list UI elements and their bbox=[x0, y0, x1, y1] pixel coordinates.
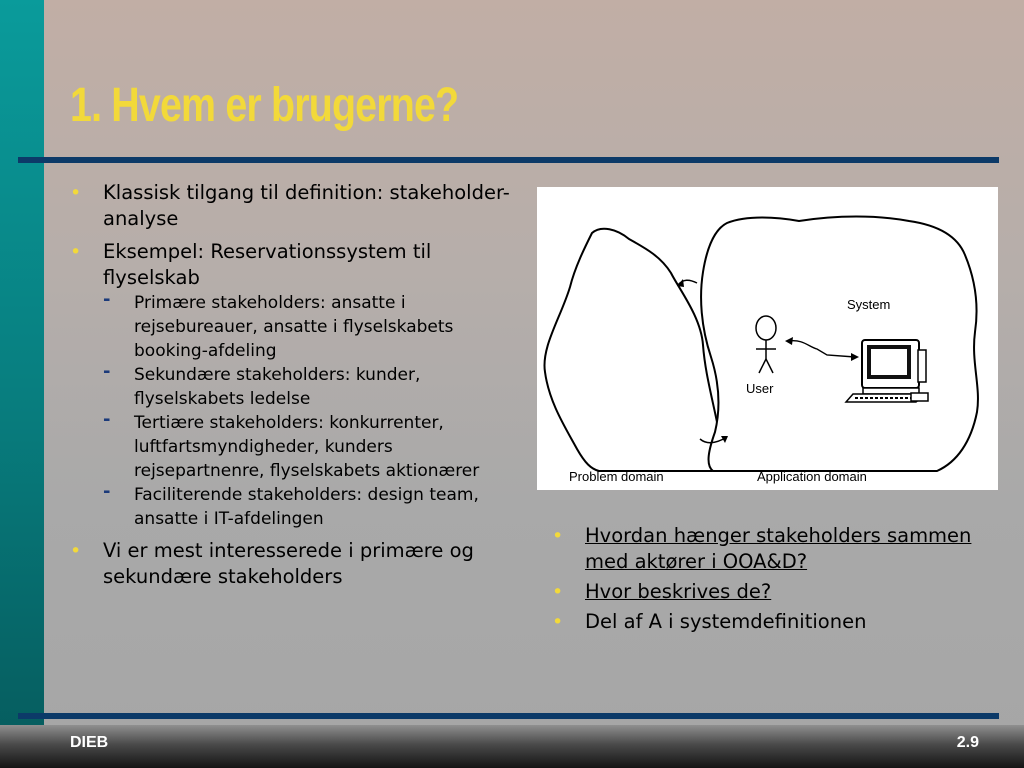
bullet-text: Del af A i systemdefinitionen bbox=[585, 610, 867, 633]
sub-bullet-list bbox=[103, 291, 520, 531]
sub-bullet-item bbox=[103, 291, 520, 363]
sub-bullet-item bbox=[103, 363, 520, 411]
dash-icon: - bbox=[103, 481, 111, 502]
dash-icon: - bbox=[103, 361, 111, 382]
sub-bullet-text: Primære stakeholders: ansatte i rejsebureauer, ansatte i flyselskabets booking-afdeling bbox=[134, 293, 454, 361]
sub-bullet-item bbox=[103, 483, 520, 531]
bullet-dot-icon: • bbox=[552, 525, 564, 547]
bullet-text: Vi er mest interesserede i primære og sekundære stakeholders bbox=[103, 539, 474, 588]
slide-title: 1. Hvem er brugerne? bbox=[70, 79, 459, 132]
bullet-item bbox=[552, 579, 992, 605]
footer-bar bbox=[0, 725, 1024, 768]
bullet-dot-icon: • bbox=[70, 241, 82, 263]
stakeholders-actors-link[interactable]: Hvordan hænger stakeholders sammen med aktører i OOA&D? bbox=[585, 524, 972, 573]
sub-bullet-text: Tertiære stakeholders: konkurrenter, luftfartsmyndigheder, kunders rejsepartnenre, flyselskabets aktionærer bbox=[134, 413, 480, 481]
upper-arrowhead bbox=[677, 279, 684, 287]
problem-domain-blob bbox=[544, 229, 720, 471]
bullet-text: Eksempel: Reservationssystem til flyselskab bbox=[103, 240, 432, 289]
bullet-item bbox=[552, 609, 992, 635]
application-domain-blob bbox=[701, 217, 978, 472]
sub-bullet-text: Sekundære stakeholders: kunder, flyselskabets ledelse bbox=[134, 365, 421, 409]
bullet-item bbox=[552, 523, 992, 575]
bullet-text: Klassisk tilgang til definition: stakeholder-analyse bbox=[103, 181, 510, 230]
top-divider bbox=[18, 157, 999, 163]
bullet-dot-icon: • bbox=[70, 182, 82, 204]
problem-domain-label: Problem domain bbox=[569, 469, 664, 484]
left-content bbox=[70, 180, 520, 597]
left-bullet-list bbox=[70, 180, 520, 590]
sub-bullet-text: Faciliterende stakeholders: design team, ansatte i IT-afdelingen bbox=[134, 485, 479, 529]
where-described-link[interactable]: Hvor beskrives de? bbox=[585, 580, 772, 603]
bullet-dot-icon: • bbox=[552, 581, 564, 603]
right-bullet-list bbox=[552, 523, 992, 635]
system-label: System bbox=[847, 297, 891, 312]
sub-bullet-item bbox=[103, 411, 520, 483]
bullet-dot-icon: • bbox=[70, 540, 82, 562]
bullet-item bbox=[70, 239, 520, 531]
user-label: User bbox=[746, 381, 774, 396]
bullet-dot-icon: • bbox=[552, 611, 564, 633]
dash-icon: - bbox=[103, 289, 111, 310]
domain-diagram bbox=[537, 187, 998, 490]
teal-side-bar bbox=[0, 0, 44, 768]
footer-slide-number: 2.9 bbox=[956, 734, 979, 751]
bottom-divider bbox=[18, 713, 999, 719]
application-domain-label: Application domain bbox=[757, 469, 867, 484]
bullet-item bbox=[70, 538, 520, 590]
bullet-item bbox=[70, 180, 520, 232]
domain-diagram-svg bbox=[537, 187, 998, 490]
footer-course-label: DIEB bbox=[70, 734, 109, 751]
right-content bbox=[552, 523, 992, 642]
dash-icon: - bbox=[103, 409, 111, 430]
